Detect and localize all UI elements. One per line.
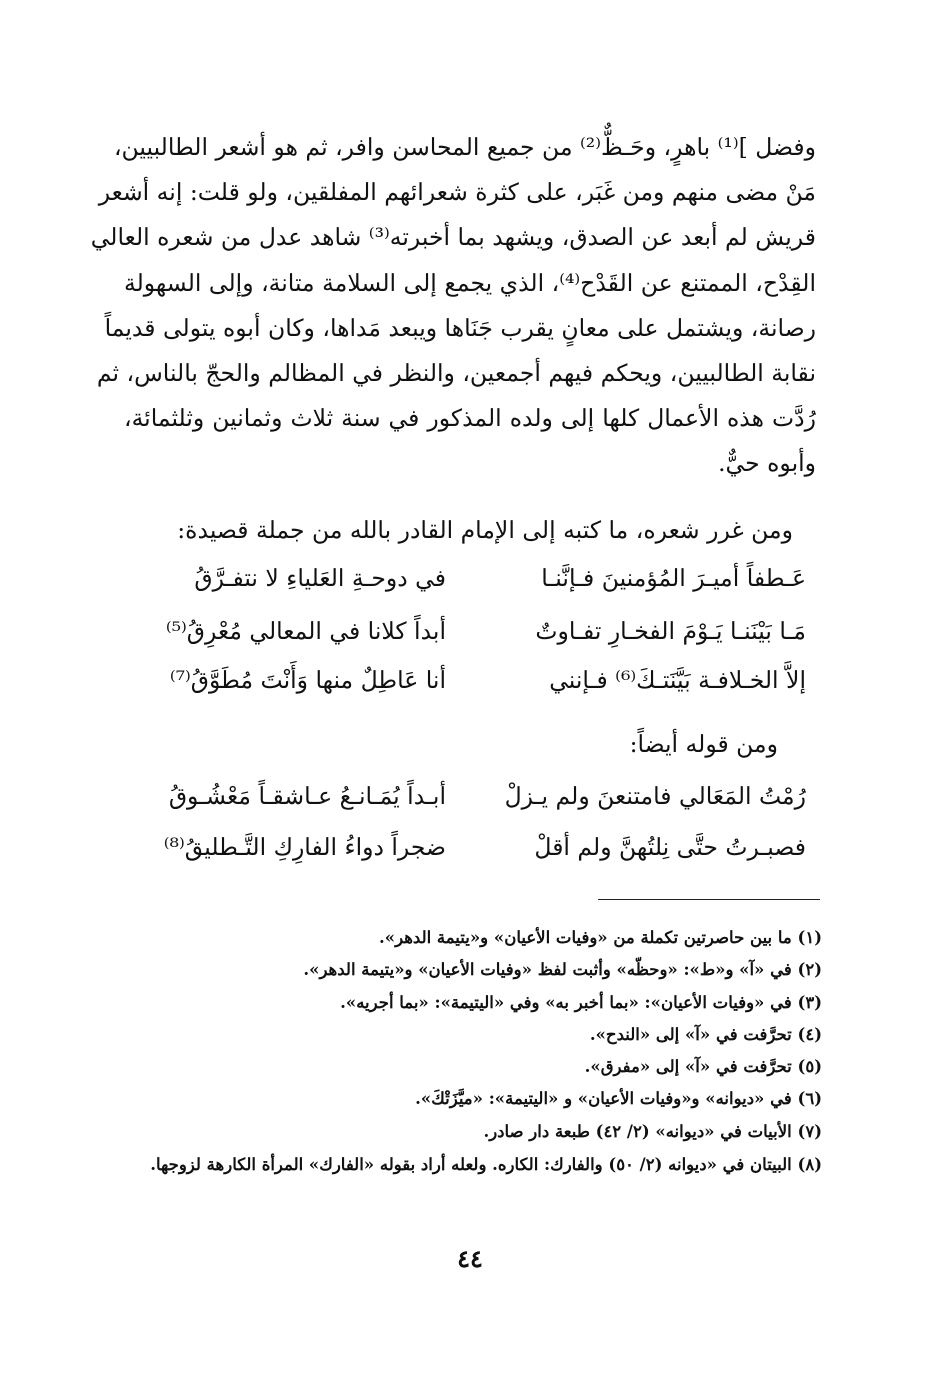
paragraph-line: وأبوه حيٌّ. xyxy=(718,449,816,478)
verse-line xyxy=(126,609,806,653)
footnote: (٨) البيتان في «ديوانه (٢/ ٥٠) والفارك: الكاره. ولعله أراد بقوله «الفارك» المرأة الكارهة لزوجها. xyxy=(150,1155,822,1175)
footnote: (٤) تحرَّفت في «آ» إلى «الندح». xyxy=(589,1024,822,1044)
verse-line xyxy=(126,658,806,702)
paragraph-line: رُدَّت هذه الأعمال كلها إلى ولده المذكور في سنة ثلاث وثمانين وثلثمائة، xyxy=(124,404,816,433)
main-paragraph xyxy=(90,125,816,487)
verse-line xyxy=(126,556,806,600)
footnote: (٦) في «ديوانه» و«وفيات الأعيان» و «اليتيمة»: «ميَّزَتْكَ». xyxy=(415,1089,822,1109)
footnote: (٣) في «وفيات الأعيان»: «بما أخبر به» وفي «اليتيمة»: «بما أجريه». xyxy=(340,992,822,1012)
poem-intro: ومن غرر شعره، ما كتبه إلى الإمام القادر بالله من جملة قصيدة: xyxy=(177,516,793,544)
verse-first-hemistich: فصبـرتُ حتَّى نِلتُهنَّ ولم أقلْ xyxy=(534,833,806,861)
paragraph-line: وفضل ]⁽¹⁾ باهرٍ، وحَـظٌّ⁽²⁾ من جميع المحاسن وافر، ثم هو أشعر الطالبيين، xyxy=(113,133,816,161)
page-number: ٤٤ xyxy=(457,1244,483,1273)
footnote-separator xyxy=(598,899,820,900)
footnote: (٢) في «آ» و«ط»: «وحظّه» وأثبت لفظ «وفيات الأعيان» و«يتيمة الدهر». xyxy=(303,960,822,980)
verse-line xyxy=(126,825,806,869)
verse-second-hemistich: ضجراً دواءُ الفارِكِ التَّـطليقُ⁽⁸⁾ xyxy=(163,833,446,861)
verse-first-hemistich: عَـطفاً أميـرَ المُؤمنينَ فـإنَّنـا xyxy=(541,564,806,592)
verse-first-hemistich: رُمْتُ المَعَالي فامتنعنَ ولم يـزلْ xyxy=(504,782,806,810)
verse-first-hemistich: مَـا بَيْنَنـا يَـوْمَ الفخـارِ تفـاوتٌ xyxy=(535,617,806,645)
paragraph-line: القِدْح، الممتنع عن القَدْح⁽⁴⁾، الذي يجمع إلى السلامة متانة، وإلى السهولة xyxy=(124,268,816,297)
poem-intro: ومن قوله أيضاً: xyxy=(629,730,778,758)
paragraph-line: قريش لم أبعد عن الصدق، ويشهد بما أخبرته⁽³⁾ شاهد عدل من شعره العالي xyxy=(90,223,816,252)
verse-second-hemistich: أنا عَاطِلٌ منها وَأَنْتَ مُطَوَّقُ⁽⁷⁾ xyxy=(169,666,446,694)
footnote: (٧) الأبيات في «ديوانه» (٢/ ٤٢) طبعة دار صادر. xyxy=(483,1121,822,1141)
paragraph-line: رصانة، ويشتمل على معانٍ يقرب جَنَاها ويبعد مَداها، وكان أبوه يتولى قديماً xyxy=(104,313,816,342)
footnotes xyxy=(107,922,822,1181)
paragraph-line: نقابة الطالبيين، ويحكم فيهم أجمعين، والنظر في المظالم والحجّ بالناس، ثم xyxy=(96,359,816,388)
verse-second-hemistich: أبـداً يُمَـانـعُ عـاشقـاً مَعْشُـوقُ xyxy=(168,782,446,810)
verse-second-hemistich: في دوحـةِ العَلياءِ لا نتفـرَّقُ xyxy=(194,564,446,592)
footnote: (١) ما بين حاصرتين تكملة من «وفيات الأعيان» و«يتيمة الدهر». xyxy=(379,928,822,947)
verse-first-hemistich: إلاَّ الخـلافـة بَيَّنَتـكَ⁽⁶⁾ فـإنني xyxy=(549,666,806,694)
footnote: (٥) تحرَّفت في «آ» إلى «مفرق». xyxy=(584,1057,822,1077)
verse-line xyxy=(126,774,806,818)
verse-second-hemistich: أبداً كلانا في المعالي مُعْرِقُ⁽⁵⁾ xyxy=(165,617,446,645)
paragraph-line: مَنْ مضى منهم ومن غَبَر، على كثرة شعرائهم المفلقين، ولو قلت: إنه أشعر xyxy=(98,178,816,207)
